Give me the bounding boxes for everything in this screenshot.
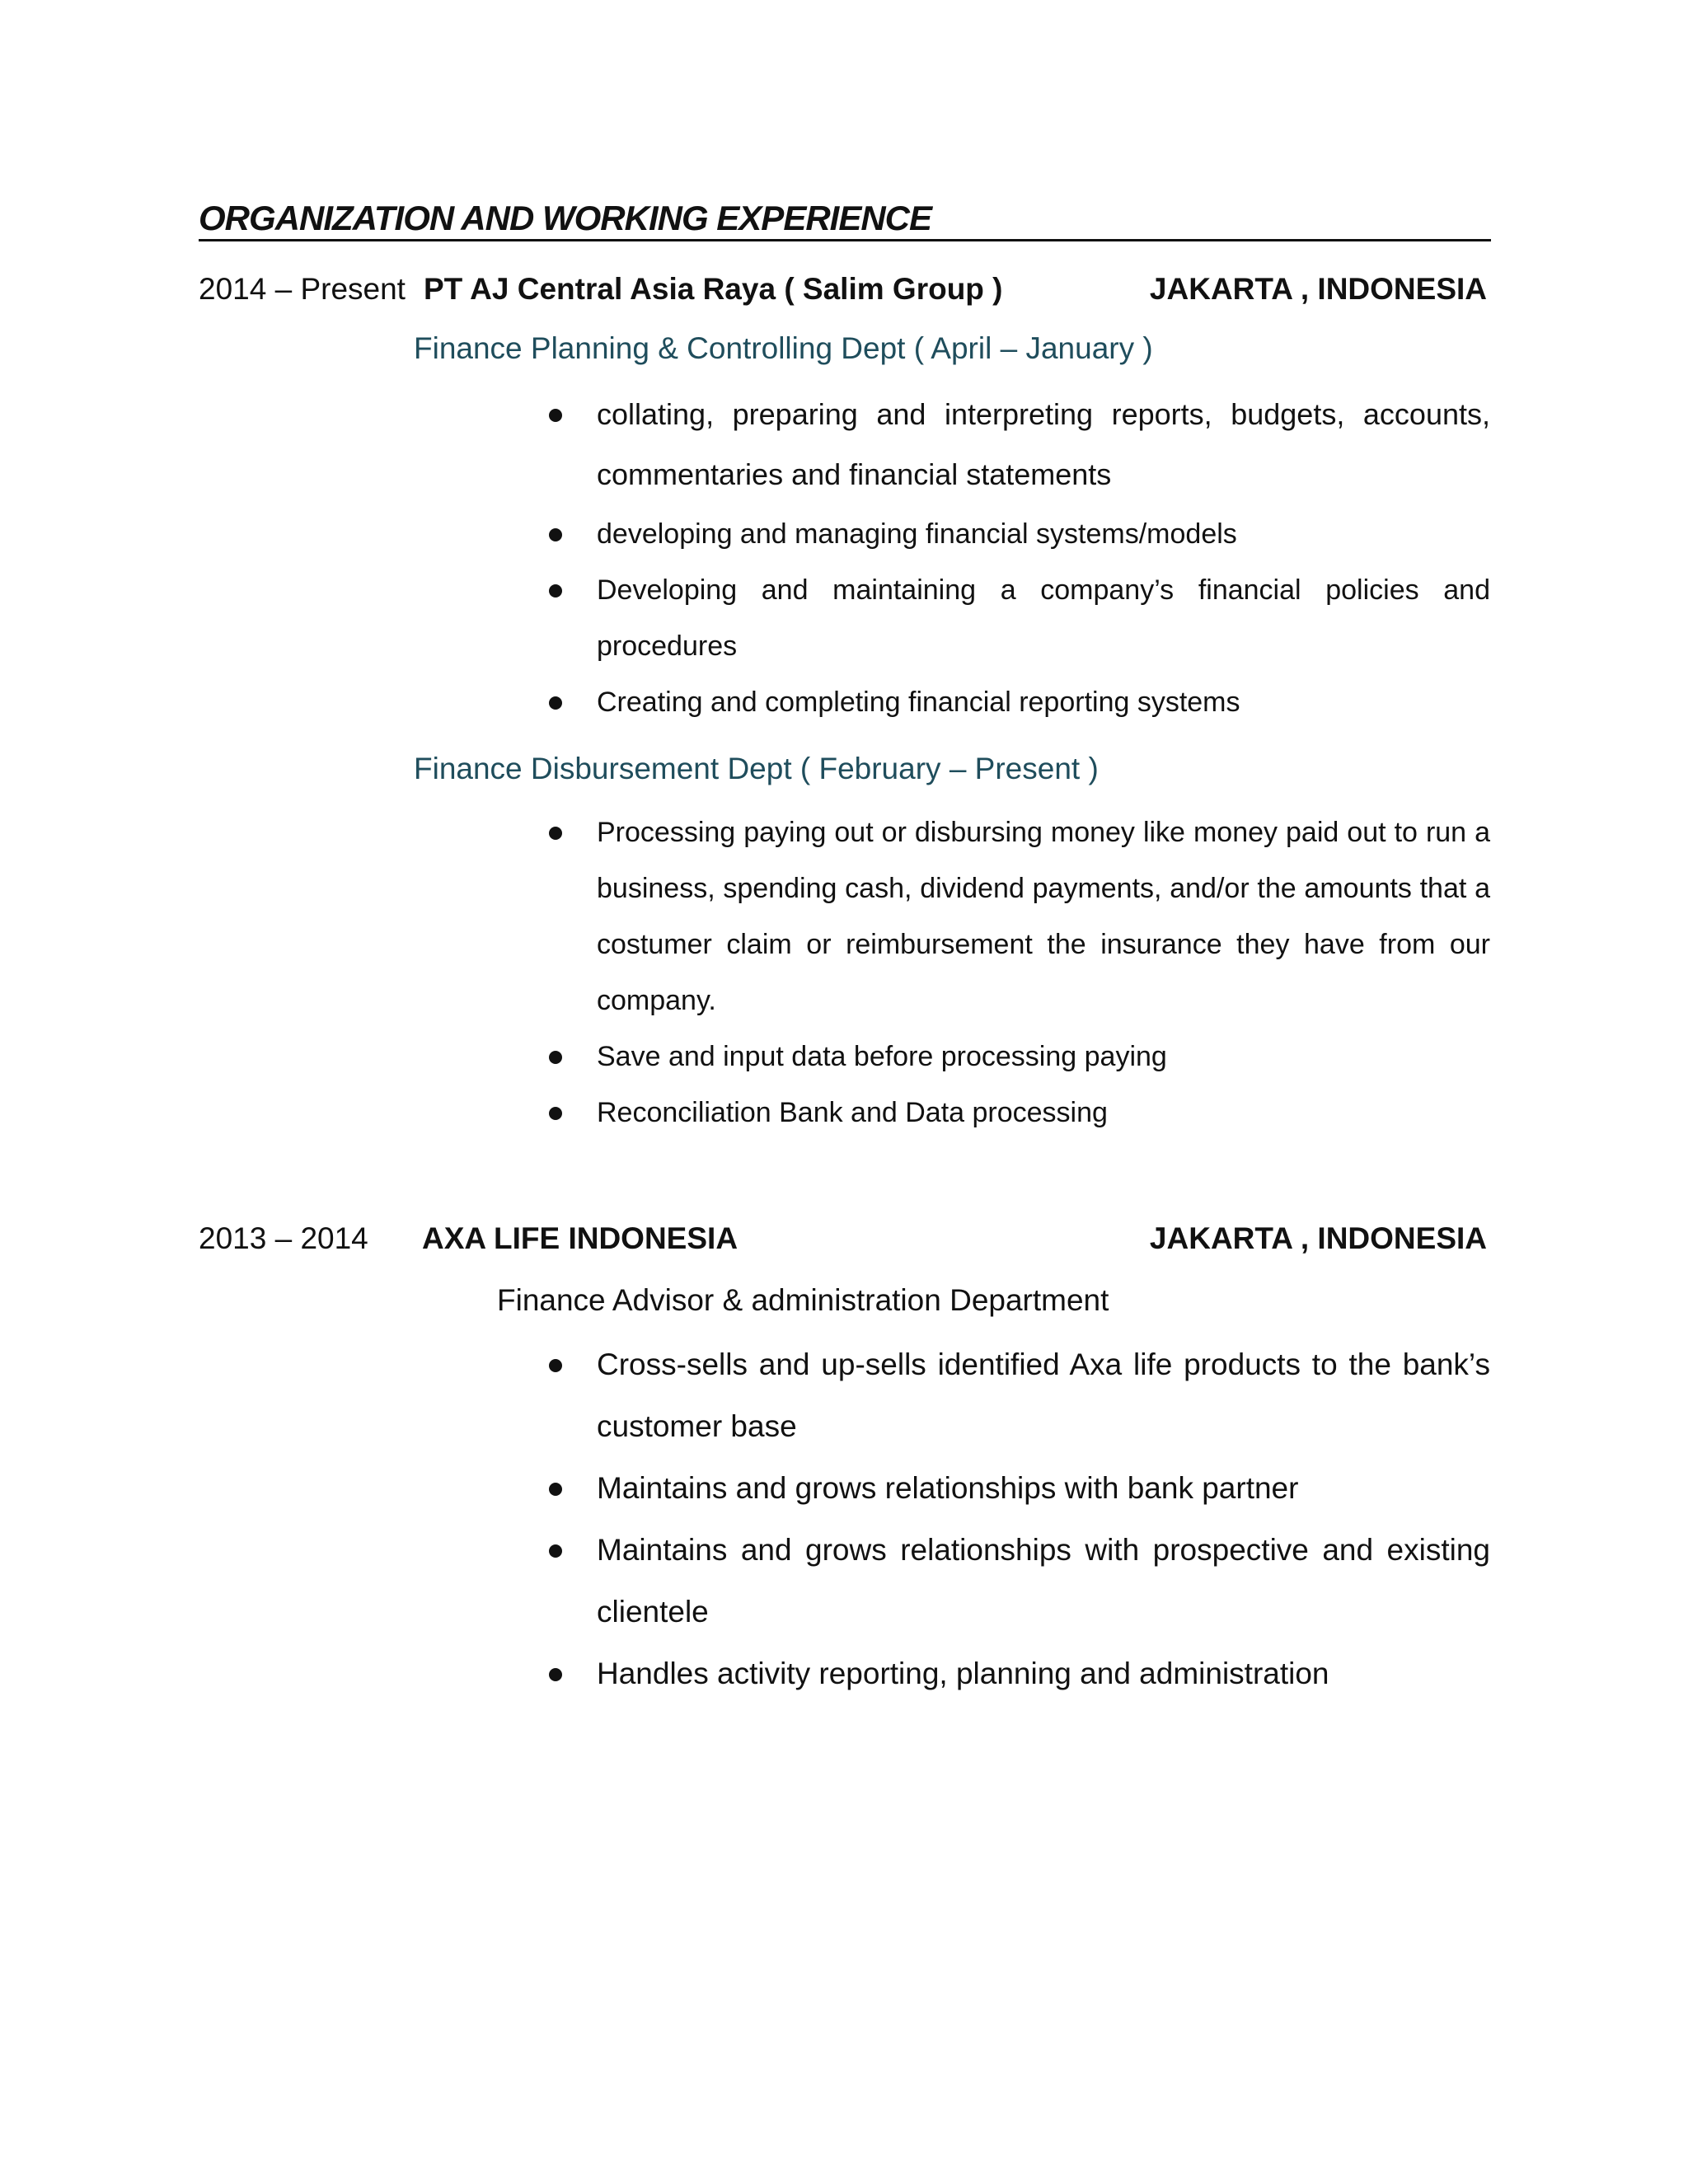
job-location: JAKARTA , INDONESIA [1149, 272, 1487, 306]
bullet-icon [549, 528, 562, 541]
bullet-text: Maintains and grows relationships with prospective and existing clientele [597, 1533, 1490, 1629]
department-title: Finance Disbursement Dept ( February – Present ) [414, 752, 1099, 785]
bullet-icon [549, 1107, 562, 1120]
bullet-list [544, 804, 1490, 1141]
job-period: 2014 – Present [199, 272, 406, 306]
list-item [544, 1643, 1490, 1704]
bullet-icon [549, 1359, 562, 1372]
list-item [544, 562, 1490, 674]
bullet-icon [549, 1544, 562, 1558]
department-title: Finance Advisor & administration Department [497, 1283, 1109, 1317]
bullet-text: Maintains and grows relationships with bank partner [597, 1471, 1299, 1505]
department-title: Finance Planning & Controlling Dept ( April – January ) [414, 331, 1153, 365]
company-name: PT AJ Central Asia Raya ( Salim Group ) [424, 272, 1003, 306]
bullet-icon [549, 1483, 562, 1496]
list-item [544, 1457, 1490, 1519]
bullet-text: Developing and maintaining a company’s financial policies and procedures [597, 574, 1490, 662]
bullet-text: Save and input data before processing paying [597, 1041, 1167, 1072]
list-item [544, 384, 1490, 504]
bullet-text: Creating and completing financial reporting systems [597, 687, 1240, 718]
job-period: 2013 – 2014 [199, 1221, 368, 1255]
list-item [544, 1029, 1490, 1085]
bullet-text: developing and managing financial systems/models [597, 518, 1237, 550]
job-location: JAKARTA , INDONESIA [1149, 1221, 1487, 1255]
list-item [544, 1333, 1490, 1457]
section-title: ORGANIZATION AND WORKING EXPERIENCE [199, 198, 1491, 241]
bullet-text: Processing paying out or disbursing money like money paid out to run a business, spending cash, dividend payments, and/or the amounts that a costumer claim or reimbursement the insurance they have from our company. [597, 817, 1490, 1016]
company-name: AXA LIFE INDONESIA [422, 1221, 738, 1255]
list-item [544, 1519, 1490, 1643]
bullet-icon [549, 696, 562, 710]
bullet-text: collating, preparing and interpreting reports, budgets, accounts, commentaries and financial statements [597, 397, 1490, 491]
list-item [544, 804, 1490, 1029]
list-item [544, 1085, 1490, 1141]
list-item [544, 674, 1490, 730]
bullet-list [544, 506, 1490, 730]
list-item [544, 506, 1490, 562]
bullet-text: Cross-sells and up-sells identified Axa life products to the bank’s customer base [597, 1347, 1490, 1443]
bullet-icon [549, 409, 562, 422]
bullet-list [544, 384, 1490, 504]
bullet-icon [549, 1668, 562, 1681]
bullet-icon [549, 827, 562, 840]
bullet-text: Reconciliation Bank and Data processing [597, 1097, 1108, 1128]
bullet-text: Handles activity reporting, planning and administration [597, 1657, 1329, 1690]
bullet-icon [549, 584, 562, 598]
bullet-icon [549, 1051, 562, 1064]
bullet-list [544, 1333, 1490, 1704]
